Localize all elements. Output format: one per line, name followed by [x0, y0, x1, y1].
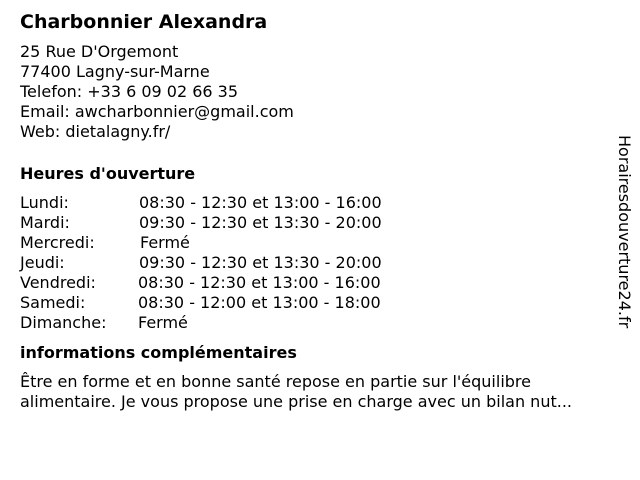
info-line-2: alimentaire. Je vous propose une prise en charge avec un bilan nut...	[20, 392, 572, 411]
hours-row-vendredi	[20, 273, 620, 293]
day-label: Jeudi:	[20, 253, 65, 272]
hours-table	[20, 193, 620, 333]
brand-watermark: Horairesdouverture24.fr	[615, 135, 634, 329]
time-value: 09:30 - 12:30 et 13:30 - 20:00	[139, 253, 382, 272]
hours-row-mercredi	[20, 233, 620, 253]
business-name: Charbonnier Alexandra	[20, 11, 268, 33]
hours-row-dimanche	[20, 313, 620, 333]
day-label: Mercredi:	[20, 233, 95, 252]
hours-row-lundi	[20, 193, 620, 213]
time-value: 08:30 - 12:30 et 13:00 - 16:00	[139, 193, 382, 212]
day-label: Vendredi:	[20, 273, 96, 292]
time-value: Fermé	[138, 313, 188, 332]
day-label: Mardi:	[20, 213, 70, 232]
address-line-2: 77400 Lagny-sur-Marne	[20, 62, 210, 81]
email-line: Email: awcharbonnier@gmail.com	[20, 102, 294, 121]
time-value: 09:30 - 12:30 et 13:30 - 20:00	[139, 213, 382, 232]
phone-line: Telefon: +33 6 09 02 66 35	[20, 82, 239, 101]
hours-row-samedi	[20, 293, 620, 313]
hours-title: Heures d'ouverture	[20, 164, 196, 183]
day-label: Dimanche:	[20, 313, 107, 332]
day-label: Samedi:	[20, 293, 86, 312]
info-title: informations complémentaires	[20, 343, 297, 362]
web-line: Web: dietalagny.fr/	[20, 122, 171, 141]
hours-row-mardi	[20, 213, 620, 233]
time-value: 08:30 - 12:00 et 13:00 - 18:00	[138, 293, 381, 312]
business-card	[20, 10, 620, 412]
time-value: Fermé	[140, 233, 190, 252]
hours-row-jeudi	[20, 253, 620, 273]
time-value: 08:30 - 12:30 et 13:00 - 16:00	[138, 273, 381, 292]
address-line-1: 25 Rue D'Orgemont	[20, 42, 179, 61]
info-line-1: Être en forme et en bonne santé repose en partie sur l'équilibre	[20, 372, 531, 391]
day-label: Lundi:	[20, 193, 69, 212]
